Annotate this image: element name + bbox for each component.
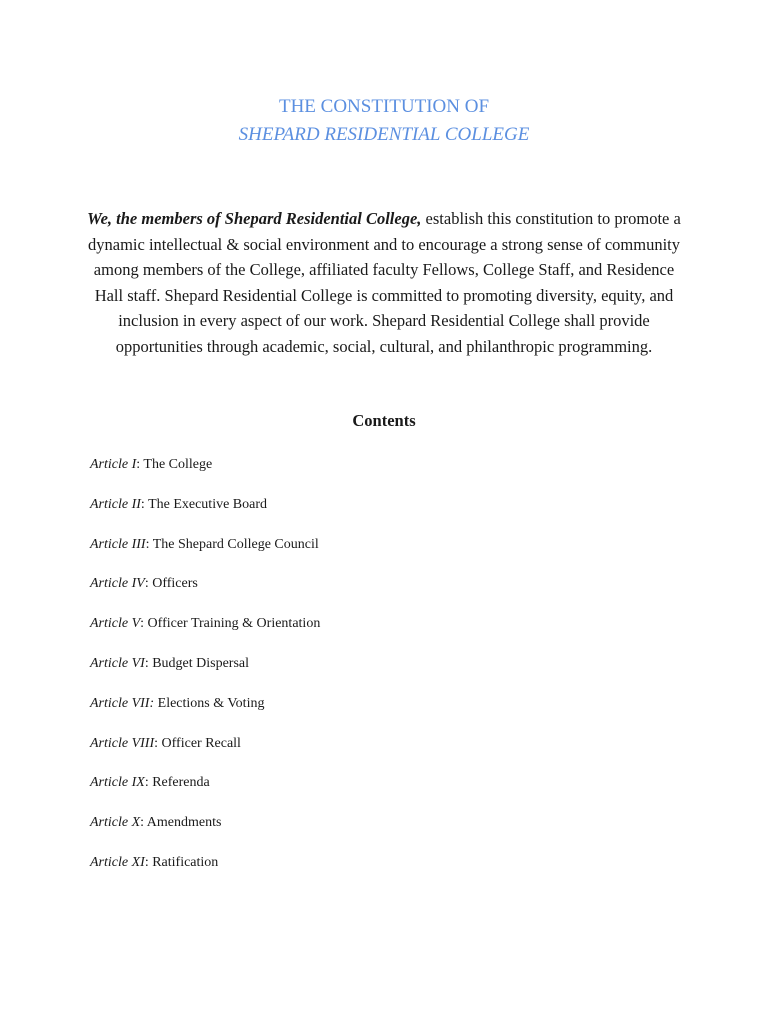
toc-item xyxy=(90,734,320,774)
toc-article-number: Article VI xyxy=(90,655,145,671)
contents-heading: Contents xyxy=(352,411,416,430)
toc-article-number: Article VIII xyxy=(90,735,155,751)
toc-item xyxy=(90,574,320,614)
toc-article-number: Article IX xyxy=(90,775,145,791)
document-title xyxy=(0,93,768,149)
toc-article-number: Article II xyxy=(90,496,141,512)
toc-item xyxy=(90,694,320,734)
preamble-paragraph xyxy=(84,206,684,359)
toc-article-title: Officer Recall xyxy=(161,735,241,751)
toc-article-title: Budget Dispersal xyxy=(152,655,250,671)
toc-separator: : xyxy=(140,496,149,512)
toc-article-title: Elections & Voting xyxy=(157,695,265,711)
toc-separator: : xyxy=(145,536,153,552)
toc-article-title: Amendments xyxy=(146,815,222,831)
toc-article-title: The College xyxy=(143,457,213,472)
toc-separator: : xyxy=(154,735,162,751)
toc-article-title: Officer Training & Orientation xyxy=(147,616,321,632)
toc-article-title: Referenda xyxy=(152,775,210,791)
toc-article-title: Ratification xyxy=(152,854,219,870)
title-line-2: SHEPARD RESIDENTIAL COLLEGE xyxy=(238,124,530,145)
toc-separator: : xyxy=(144,655,153,671)
toc-item xyxy=(90,455,320,495)
toc-separator: : xyxy=(144,576,153,592)
toc-item xyxy=(90,813,320,853)
table-of-contents xyxy=(90,455,320,893)
toc-article-number: Article VII: xyxy=(90,695,155,711)
preamble-lead: We, the members of Shepard Residential College, xyxy=(87,209,422,228)
toc-article-number: Article III xyxy=(90,536,146,552)
toc-separator: : xyxy=(136,457,144,472)
toc-item xyxy=(90,535,320,575)
toc-article-number: Article XI xyxy=(90,854,145,870)
toc-separator: : xyxy=(140,616,148,632)
toc-article-title: Officers xyxy=(152,576,198,592)
toc-article-title: The Shepard College Council xyxy=(152,536,319,552)
toc-item xyxy=(90,773,320,813)
toc-item xyxy=(90,654,320,694)
toc-separator: : xyxy=(140,815,147,831)
toc-separator: : xyxy=(144,775,153,791)
toc-item xyxy=(90,853,320,893)
toc-item xyxy=(90,614,320,654)
preamble-body: establish this constitution to promote a dynamic intellectual & social environment and to encourage a strong sense of community among members of the College, affiliated faculty Fellows, College Staff, and Residence Hall staff. Shepard Residential College is committed to promoting diversity, equity, and inclusion in every aspect of our work. Shepard Residential College shall provide opportunities through academic, social, cultural, and philanthropic programming. xyxy=(88,209,681,356)
toc-item xyxy=(90,495,320,535)
title-line-1: THE CONSTITUTION OF xyxy=(278,96,490,117)
toc-article-number: Article V xyxy=(90,616,141,632)
toc-article-number: Article IV xyxy=(90,576,145,592)
toc-separator: : xyxy=(144,854,153,870)
toc-article-number: Article I xyxy=(90,457,137,472)
toc-article-title: The Executive Board xyxy=(148,496,268,512)
toc-article-number: Article X xyxy=(90,815,141,831)
